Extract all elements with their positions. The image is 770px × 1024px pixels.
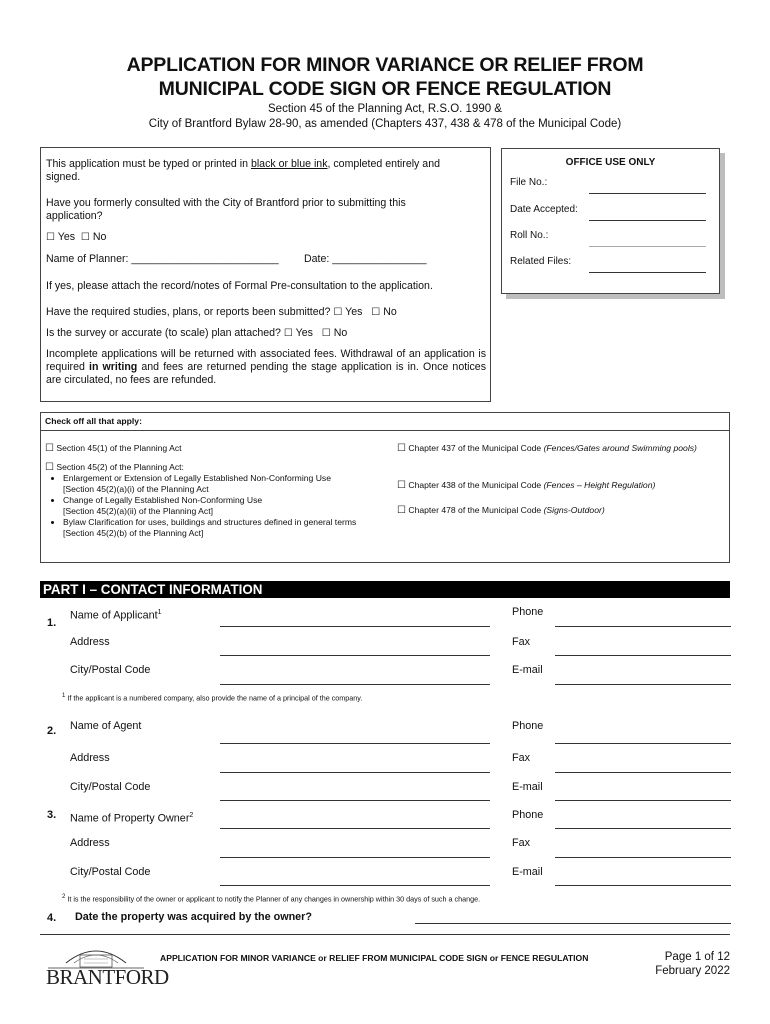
agent-phone-field[interactable] [555, 743, 731, 744]
section-45-2-list [45, 473, 390, 539]
roll-no-line[interactable] [589, 246, 706, 247]
owner-city-label: City/Postal Code [70, 866, 151, 878]
acquired-date-label: Date the property was acquired by the owner? [75, 911, 312, 923]
section-45-1-option[interactable]: ☐ Section 45(1) of the Planning Act [45, 443, 182, 454]
acquired-date-field[interactable] [415, 923, 731, 924]
item-number-4: 4. [47, 912, 57, 924]
chapter-437-checkbox[interactable]: ☐ [397, 443, 406, 454]
list-item: • Enlargement or Extension of Legally Established Non-Conforming Use [Section 45(2)(a)(i) of the Planning Act [63, 473, 390, 495]
chapter-478-option[interactable]: ☐ Chapter 478 of the Municipal Code (Signs-Outdoor) [397, 505, 605, 516]
form-title-line-2: MUNICIPAL CODE SIGN OR FENCE REGULATION [158, 78, 612, 100]
chapter-478-checkbox[interactable]: ☐ [397, 505, 406, 516]
owner-phone-label: Phone [512, 809, 544, 821]
part-1-heading: PART I – CONTACT INFORMATION [40, 581, 730, 598]
file-no-line[interactable] [589, 193, 706, 194]
agent-fax-field[interactable] [555, 772, 731, 773]
owner-fax-field[interactable] [555, 857, 731, 858]
applicant-city-field[interactable] [220, 684, 490, 685]
studies-question-row: Have the required studies, plans, or reports been submitted? ☐ Yes ☐ No [46, 306, 397, 318]
applicant-fax-label: Fax [512, 636, 530, 648]
agent-email-label: E-mail [512, 781, 543, 793]
agent-fax-label: Fax [512, 752, 530, 764]
applicant-name-field[interactable] [220, 626, 490, 627]
agent-address-label: Address [70, 752, 110, 764]
item-number-1: 1. [47, 617, 57, 629]
form-subtitle-line-1: Section 45 of the Planning Act, R.S.O. 1990 & [268, 103, 502, 115]
applicant-email-label: E-mail [512, 664, 543, 676]
consult-question: Have you formerly consulted with the City of Brantford prior to submitting this application? [46, 197, 406, 222]
footer-form-title: APPLICATION FOR MINOR VARIANCE or RELIEF FROM MUNICIPAL CODE SIGN or FENCE REGULATION [160, 953, 589, 963]
agent-name-label: Name of Agent [70, 720, 142, 732]
owner-city-field[interactable] [220, 885, 490, 886]
footer-date: February 2022 [655, 965, 730, 977]
footer-page-number: Page 1 of 12 [664, 951, 730, 963]
footer-divider [40, 934, 730, 935]
agent-city-field[interactable] [220, 800, 490, 801]
list-item: • Change of Legally Established Non-Conforming Use [Section 45(2)(a)(ii) of the Planning Act] [63, 495, 390, 517]
owner-address-field[interactable] [220, 857, 490, 858]
owner-name-label: Name of Property Owner$^2$ [70, 812, 194, 825]
date-accepted-label: Date Accepted: [510, 204, 578, 215]
applicant-name-label: Name of Applicant$^1$ [70, 609, 162, 622]
consult-answer-row: ☐ Yes ☐ No [46, 231, 107, 243]
consult-yes-checkbox[interactable]: ☐ [46, 232, 55, 243]
checklist-divider [40, 430, 730, 431]
consult-no-checkbox[interactable]: ☐ [80, 232, 90, 243]
chapter-437-option[interactable]: ☐ Chapter 437 of the Municipal Code (Fences/Gates around Swimming pools) [397, 443, 697, 454]
owner-email-field[interactable] [555, 885, 731, 886]
survey-no-checkbox[interactable]: ☐ [321, 328, 331, 339]
section-45-2-checkbox[interactable]: ☐ [45, 462, 54, 473]
agent-city-label: City/Postal Code [70, 781, 151, 793]
agent-phone-label: Phone [512, 720, 544, 732]
related-files-line[interactable] [589, 272, 706, 273]
footnote-2: $^2$ It is the responsibility of the owner or applicant to notify the Planner of any changes in ownership within 30 days of such a change. [62, 894, 481, 904]
checklist-title: Check off all that apply: [45, 416, 142, 426]
preconsult-note: If yes, please attach the record/notes of Formal Pre-consultation to the application. [46, 280, 433, 292]
office-use-title: OFFICE USE ONLY [565, 157, 656, 168]
agent-email-field[interactable] [555, 800, 731, 801]
roll-no-label: Roll No.: [510, 230, 549, 241]
footnote-1: $^1$ If the applicant is a numbered company, also provide the name of a principal of the company. [62, 693, 363, 703]
chapter-438-option[interactable]: ☐ Chapter 438 of the Municipal Code (Fences – Height Regulation) [397, 480, 656, 491]
applicant-city-label: City/Postal Code [70, 664, 151, 676]
chapter-438-checkbox[interactable]: ☐ [397, 480, 406, 491]
applicant-email-field[interactable] [555, 684, 731, 685]
applicant-phone-field[interactable] [555, 626, 731, 627]
applicant-fax-field[interactable] [555, 655, 731, 656]
owner-name-field[interactable] [220, 828, 490, 829]
agent-address-field[interactable] [220, 772, 490, 773]
studies-yes-checkbox[interactable]: ☐ [333, 307, 343, 318]
ink-color-note: black or blue ink [250, 158, 328, 170]
list-item: • Bylaw Clarification for uses, buildings and structures defined in general terms [Section 45(2)(b) of the Planning Act] [63, 517, 390, 539]
survey-question-row: Is the survey or accurate (to scale) plan attached? ☐ Yes ☐ No [46, 327, 348, 339]
brantford-logo [44, 941, 169, 989]
planner-name-field[interactable]: Name of Planner: _________________________ [46, 253, 279, 265]
date-accepted-line[interactable] [589, 220, 706, 221]
form-subtitle-line-2: City of Brantford Bylaw 28-90, as amended (Chapters 437, 438 & 478 of the Municipal Code) [148, 118, 622, 130]
survey-yes-checkbox[interactable]: ☐ [283, 328, 293, 339]
owner-email-label: E-mail [512, 866, 543, 878]
studies-no-checkbox[interactable]: ☐ [371, 307, 381, 318]
form-title-line-1: APPLICATION FOR MINOR VARIANCE OR RELIEF FROM [126, 54, 644, 76]
related-files-label: Related Files: [510, 256, 572, 267]
section-45-2-option[interactable]: ☐ Section 45(2) of the Planning Act: • Enlargement or Extension of Legally Established Non-Conforming Use [Section 45(2)(a)(i) of the Planning Act • Change of Legally Established Non-Conforming Use [Section 45(2)(a)(ii) of the Planning Act] • Bylaw Clarification for uses, buildings and structures defined in general terms [Section 45(2)(b) of the Planning Act] [45, 462, 390, 539]
agent-name-field[interactable] [220, 743, 490, 744]
intro-instructions: This application must be typed or printed in black or blue ink, completed entirely and signed. [46, 158, 440, 183]
owner-phone-field[interactable] [555, 828, 731, 829]
incomplete-notice: Incomplete applications will be returned with associated fees. Withdrawal of an application is required in writing and fees are returned pending the stage application is in. Once notices are circulated, no fees are refunded. [46, 348, 486, 386]
consult-date-field[interactable]: Date: ________________ [304, 253, 427, 265]
section-45-1-checkbox[interactable]: ☐ [45, 443, 54, 454]
applicant-phone-label: Phone [512, 606, 544, 618]
owner-address-label: Address [70, 837, 110, 849]
item-number-2: 2. [47, 725, 57, 737]
applicant-address-field[interactable] [220, 655, 490, 656]
file-no-label: File No.: [510, 177, 548, 188]
item-number-3: 3. [47, 809, 57, 821]
brantford-logo-text: BRANTFORD [46, 965, 169, 989]
owner-fax-label: Fax [512, 837, 530, 849]
applicant-address-label: Address [70, 636, 110, 648]
